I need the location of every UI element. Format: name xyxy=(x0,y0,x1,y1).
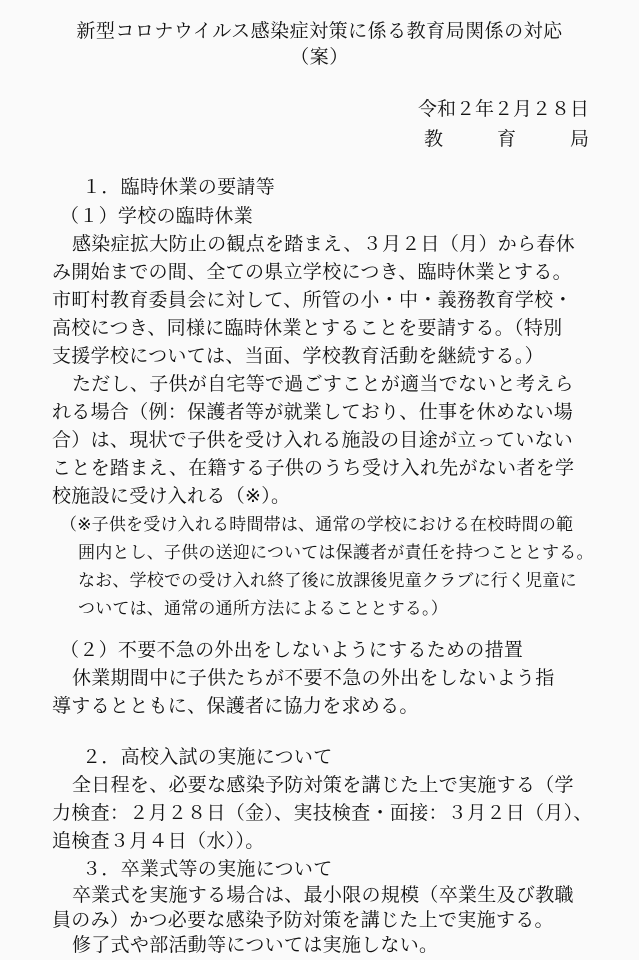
paragraph-line: 感染症拡大防止の観点を踏まえ、３月２日（月）から春休 xyxy=(72,233,575,255)
note-line: なお、学校での受け入れ終了後に放課後児童クラブに行く児童に xyxy=(78,571,577,591)
section-3-heading: ３．卒業式等の実施について xyxy=(82,858,333,880)
paragraph-line: 卒業式を実施する場合は、最小限の規模（卒業生及び教職 xyxy=(72,884,574,906)
section-1-2-heading: （２）不要不急の外出をしないようにするための措置 xyxy=(60,639,524,661)
note-line: （※子供を受け入れる時間帯は、通常の学校における在校時間の範 xyxy=(60,515,574,535)
paragraph-line: 合）は、現状で子供を受け入れる施設の目途が立っていない xyxy=(52,429,574,451)
document-title-draft-mark: （案） xyxy=(290,46,349,68)
paragraph-line: ただし、子供が自宅等で過ごすことが適当でないと考えら xyxy=(72,373,574,395)
note-line: 囲内とし、子供の送迎については保護者が責任を持つこととする。 xyxy=(78,543,594,563)
document-title: 新型コロナウイルス感染症対策に係る教育局関係の対応 xyxy=(76,20,563,42)
note-line: ついては、通常の通所方法によることとする。） xyxy=(78,599,448,619)
paragraph-line: 高校につき、同様に臨時休業とすることを要請する。（特別 xyxy=(52,317,563,339)
paragraph-line: ことを踏まえ、在籍する子供のうち受け入れ先がない者を学 xyxy=(52,457,575,479)
paragraph-line: 校施設に受け入れる（※）。 xyxy=(52,485,291,507)
section-1-heading: １．臨時休業の要請等 xyxy=(82,176,276,198)
paragraph-line: 支援学校については、当面、学校教育活動を継続する。） xyxy=(52,345,544,367)
paragraph-line: 追検査３月４日（水））。 xyxy=(52,830,265,852)
section-1-1-heading: （１）学校の臨時休業 xyxy=(60,205,254,227)
paragraph-line: 員のみ）かつ必要な感染予防対策を講じた上で実施する。 xyxy=(52,909,554,931)
paragraph-line: れる場合（例：保護者等が就業しており、仕事を休めない場 xyxy=(52,401,574,423)
paragraph-line: 導するとともに、保護者に協力を求める。 xyxy=(52,695,419,717)
paragraph-line: 力検査：２月２８日（金）、実技検査・面接：３月２日（月）、 xyxy=(52,802,593,824)
paragraph-line: 全日程を、必要な感染予防対策を講じた上で実施する（学 xyxy=(72,774,574,796)
paragraph-line: 市町村教育委員会に対して、所管の小・中・義務教育学校・ xyxy=(52,289,573,311)
document-issuer: 教 育 局 xyxy=(424,128,589,150)
section-2-heading: ２．高校入試の実施について xyxy=(82,746,333,768)
paragraph-line: 休業期間中に子供たちが不要不急の外出をしないよう指 xyxy=(72,667,555,689)
paragraph-line: 修了式や部活動等については実施しない。 xyxy=(72,934,439,956)
paragraph-line: み開始までの間、全ての県立学校につき、臨時休業とする。 xyxy=(52,261,572,283)
document-date: 令和２年２月２８日 xyxy=(417,98,589,120)
